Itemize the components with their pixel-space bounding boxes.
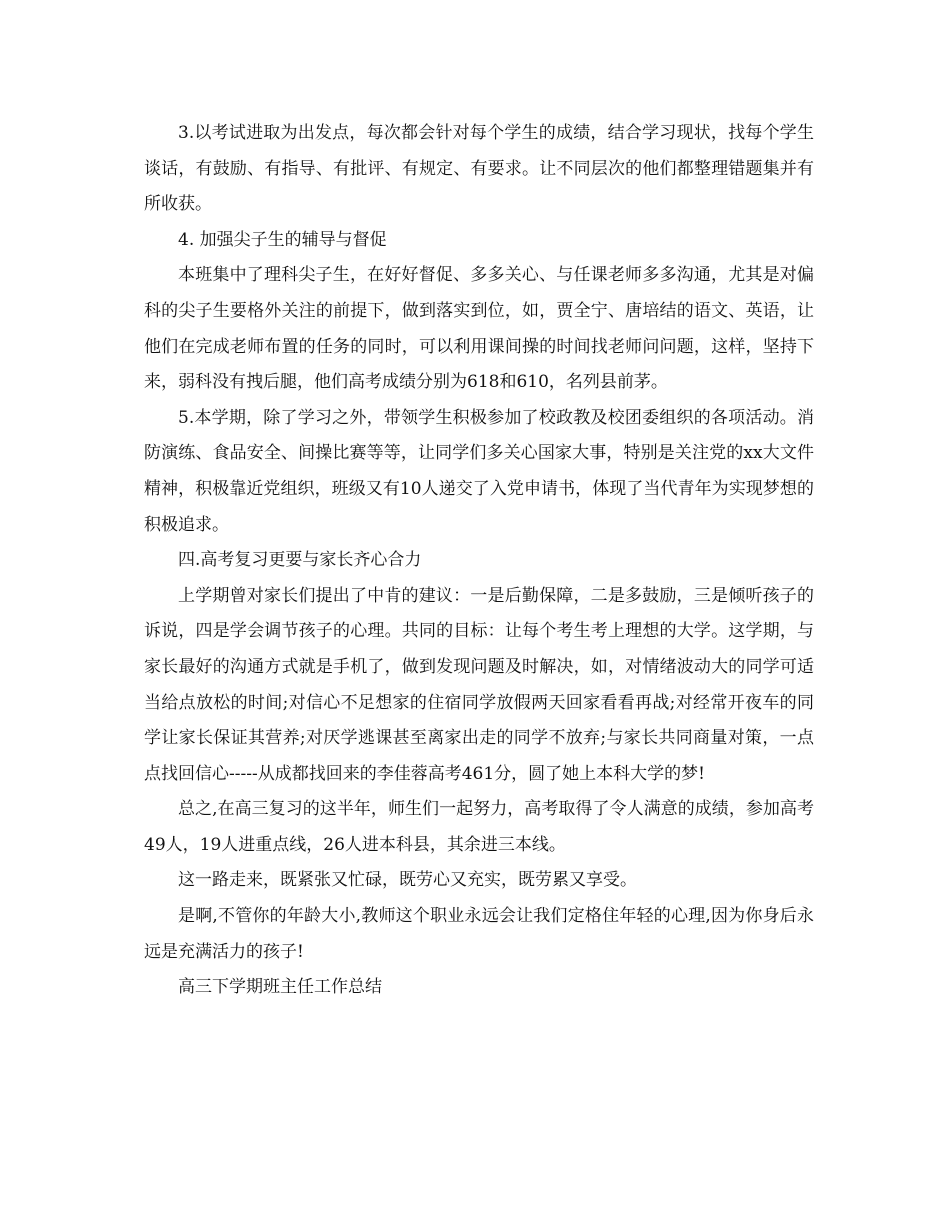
paragraph-exam-motivation: 3.以考试进取为出发点，每次都会针对每个学生的成绩，结合学习现状，找每个学生谈话，有鼓励、有指导、有批评、有规定、有要求。让不同层次的他们都整理错题集并有所收获。: [144, 123, 814, 215]
paragraph-summary: 总之,在高三复习的这半年，师生们一起努力，高考取得了令人满意的成绩，参加高考49人，19人进重点线，26人进本科县，其余进三本线。: [144, 799, 814, 855]
paragraph-next-title: 高三下学期班主任工作总结: [178, 977, 382, 998]
paragraph-parents: 上学期曾对家长们提出了中肯的建议：一是后勤保障，二是多鼓励，三是倾听孩子的诉说，四是学会调节孩子的心理。共同的目标：让每个考生考上理想的大学。这学期，与家长最好的沟通方式就是手机了，做到发现问题及时解决，如，对情绪波动大的同学可适当给点放松的时间;对信心不足想家的住宿同学放假两天回家看看再战;对经常开夜车的同学让家长保证其营养;对厌学逃课甚至离家出走的同学不放弃;与家长共同商量对策，一点点找回信心-----从成都找回来的李佳蓉高考461分，圆了她上本科大学的梦!: [144, 585, 814, 784]
heading-top-students: 4. 加强尖子生的辅导与督促: [178, 229, 387, 250]
paragraph-activities: 5.本学期，除了学习之外，带领学生积极参加了校政教及校团委组织的各项活动。消防演练、食品安全、间操比赛等等，让同学们多关心国家大事，特别是关注党的xx大文件精神，积极靠近党组织，班级又有10人递交了入党申请书，体现了当代青年为实现梦想的积极追求。: [144, 407, 814, 535]
paragraph-top-students: 本班集中了理科尖子生，在好好督促、多多关心、与任课老师多多沟通，尤其是对偏科的尖子生要格外关注的前提下，做到落实到位，如，贾全宁、唐培结的语文、英语，让他们在完成老师布置的任务的同时，可以利用课间操的时间找老师问问题，这样，坚持下来，弱科没有拽后腿，他们高考成绩分别为618和610，名列县前茅。: [144, 265, 814, 393]
paragraph-closing: 是啊,不管你的年龄大小,教师这个职业永远会让我们定格住年轻的心理,因为你身后永远是充满活力的孩子!: [144, 906, 814, 962]
heading-parents: 四.高考复习更要与家长齐心合力: [178, 550, 422, 571]
paragraph-journey: 这一路走来，既紧张又忙碌，既劳心又充实，既劳累又享受。: [178, 870, 637, 891]
document-body: [144, 116, 814, 1006]
